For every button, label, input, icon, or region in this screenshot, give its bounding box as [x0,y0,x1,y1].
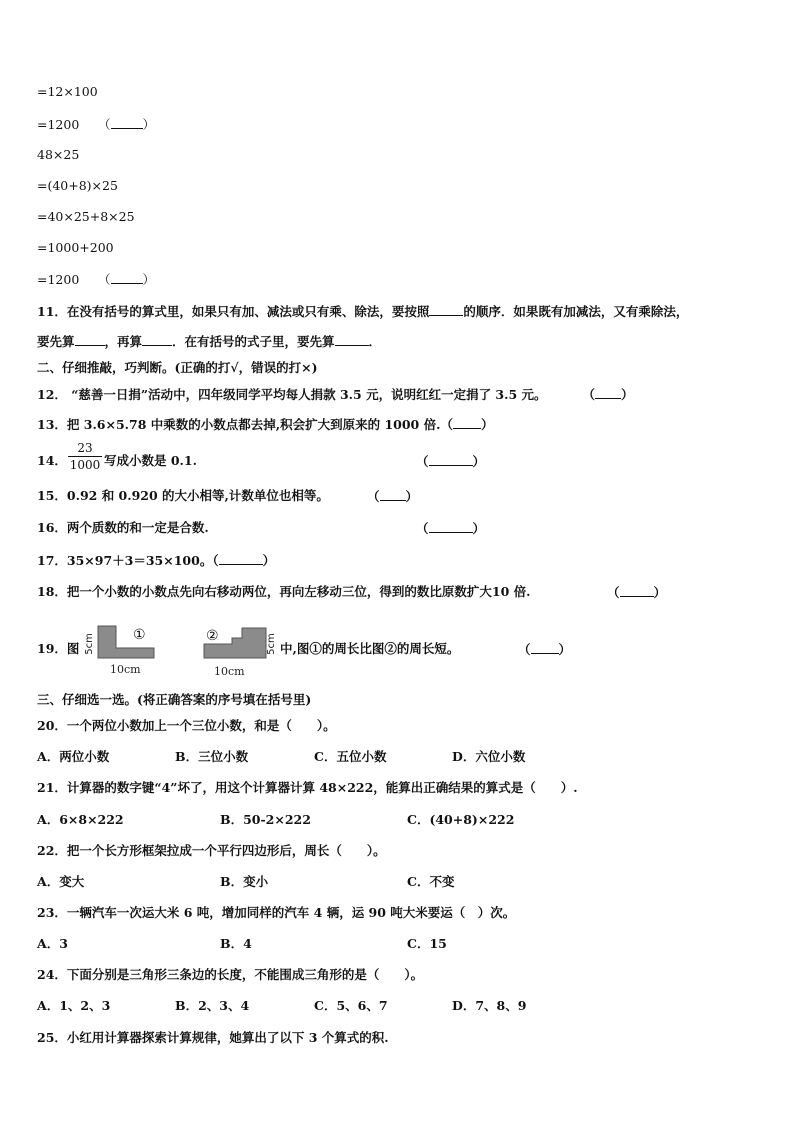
paren: ） [472,454,486,469]
answer-blank[interactable] [219,552,263,565]
fill-blank[interactable] [75,333,105,346]
answer-blank[interactable] [595,386,621,399]
question-24: 24．下面分别是三角形三条边的长度，不能围成三角形的是（ ）。 [37,967,424,982]
fraction [68,441,102,472]
calc-line: =12×100 [37,84,98,99]
calc-line: =(40+8)×25 [37,178,118,193]
fig2-side-label: 5cm [266,633,277,655]
question-text: ． [368,334,382,349]
fig1-number: ① [133,627,146,643]
option-a[interactable]: A．6×8×222 [37,812,124,827]
question-16 [37,520,209,536]
option-b[interactable]: B．2、3、4 [175,998,250,1013]
option-b[interactable]: B．三位小数 [175,749,249,764]
question-14-label: 14． [37,453,67,468]
paren: （ [416,454,429,469]
option-a[interactable]: A．3 [37,936,68,951]
question-12 [37,386,634,403]
question-text: 写成小数是 0.1. [104,453,197,468]
calc-line: =40×25+8×25 [37,209,135,224]
answer-blank[interactable] [531,641,559,654]
question-text: 18．把一个小数的小数点先向右移动两位，再向左移动三位，得到的数比原数扩大10 倍. [37,584,531,599]
question-15 [37,488,329,504]
option-b[interactable]: B．4 [220,936,252,951]
question-text: 的顺序．如果既有加减法，又有乘除法， [463,304,689,319]
paren: ） [262,553,276,568]
calc-line-answer [37,116,155,133]
fig2-base-label: 10cm [214,665,245,678]
question-text: 11．在没有括号的算式里，如果只有加、减法或只有乘、除法，要按照 [37,304,430,319]
answer-parens [416,453,485,470]
option-d[interactable]: D．7、8、9 [452,998,527,1013]
paren: （ [518,642,531,657]
paren: ） [621,387,634,402]
option-b[interactable]: B．50-2×222 [220,812,311,827]
answer-parens [518,641,571,658]
question-text: 15．0.92 和 0.920 的大小相等,计数单位也相等。 [37,488,329,503]
fig2-number: ② [206,628,219,644]
question-23: 23．一辆汽车一次运大米 6 吨，增加同样的汽车 4 辆，运 90 吨大米要运（ ）次。 [37,905,516,920]
fill-blank[interactable] [335,333,369,346]
question-text: 17．35×97＋3＝35×100。（ [37,553,219,568]
question-11 [37,303,688,320]
question-text: ．在有括号的式子里，要先算 [172,334,335,349]
option-a[interactable]: A．变大 [37,874,85,889]
answer-parens [607,584,666,601]
calc-line: =1000+200 [37,240,114,255]
question-text: 要先算 [37,334,75,349]
option-c[interactable]: C．不变 [407,874,455,889]
option-c[interactable]: C．5、6、7 [314,998,388,1013]
fig1-base-label: 10cm [110,663,141,676]
question-20: 20．一个两位小数加上一个三位小数，和是（ ）。 [37,718,336,733]
question-11-cont [37,333,381,350]
question-text: 16．两个质数的和一定是合数. [37,520,209,535]
section-heading: 二、仔细推敲，巧判断。(正确的打√，错误的打×) [37,360,318,375]
paren: （ [416,521,429,536]
paren: （ [367,489,380,504]
answer-parens [367,488,418,505]
answer-blank[interactable] [453,416,481,429]
question-19 [280,641,459,657]
option-a[interactable]: A．1、2、3 [37,998,111,1013]
option-b[interactable]: B．变小 [220,874,269,889]
answer-blank[interactable] [429,453,473,466]
question-14 [104,453,197,469]
question-21: 21．计算器的数字键“4”坏了，用这个计算器计算 48×222，能算出正确结果的算式是（ ）. [37,780,578,795]
fill-blank[interactable] [142,333,172,346]
question-13 [37,416,493,433]
answer-blank[interactable] [620,584,654,597]
question-25: 25．小红用计算器探索计算规律，她算出了以下 3 个算式的积. [37,1030,389,1045]
answer-blank[interactable] [380,488,406,501]
paren: （ [607,585,620,600]
section-heading: 三、仔细选一选。(将正确答案的序号填在括号里) [37,692,312,707]
question-22: 22．把一个长方形框架拉成一个平行四边形后，周长（ ）。 [37,843,386,858]
paren: ） [472,521,486,536]
answer-parens [416,520,485,537]
paren: ） [558,642,572,657]
answer-blank[interactable] [111,116,143,129]
fig1-side-label: 5cm [84,633,95,655]
option-c[interactable]: C．(40+8)×222 [407,812,515,827]
question-17 [37,552,275,569]
paren: ） [142,272,156,287]
question-18 [37,584,531,600]
calc-line-answer [37,271,155,288]
question-text: 13．把 3.6×5.78 中乘数的小数点都去掉,积会扩大到原来的 1000 倍.（ [37,417,453,432]
paren: （ [582,387,596,402]
calc-text: =1200 （ [37,272,111,287]
paren: ） [653,585,667,600]
answer-blank[interactable] [429,520,473,533]
figure-1 [84,624,160,676]
question-text: ，再算 [104,334,143,349]
numerator: 23 [77,441,93,455]
paren: ） [142,117,156,132]
option-c[interactable]: C．五位小数 [314,749,387,764]
option-a[interactable]: A．两位小数 [37,749,110,764]
paren: ） [480,417,494,432]
option-c[interactable]: C．15 [407,936,447,951]
fraction-bar [68,456,102,457]
question-text: 中,图①的周长比图②的周长短。 [280,641,460,656]
option-d[interactable]: D．六位小数 [452,749,526,764]
fill-blank[interactable] [429,303,463,316]
denominator: 1000 [69,458,101,472]
question-text: 12． “慈善一日捐”活动中，四年级同学平均每人捐款 3.5 元，说明红红一定捐了 3.5 元。 [37,387,547,402]
answer-blank[interactable] [111,271,143,284]
calc-text: =1200 （ [37,117,111,132]
paren: ） [405,489,419,504]
question-19-label: 19．图 [37,641,80,656]
calc-line: 48×25 [37,147,80,162]
